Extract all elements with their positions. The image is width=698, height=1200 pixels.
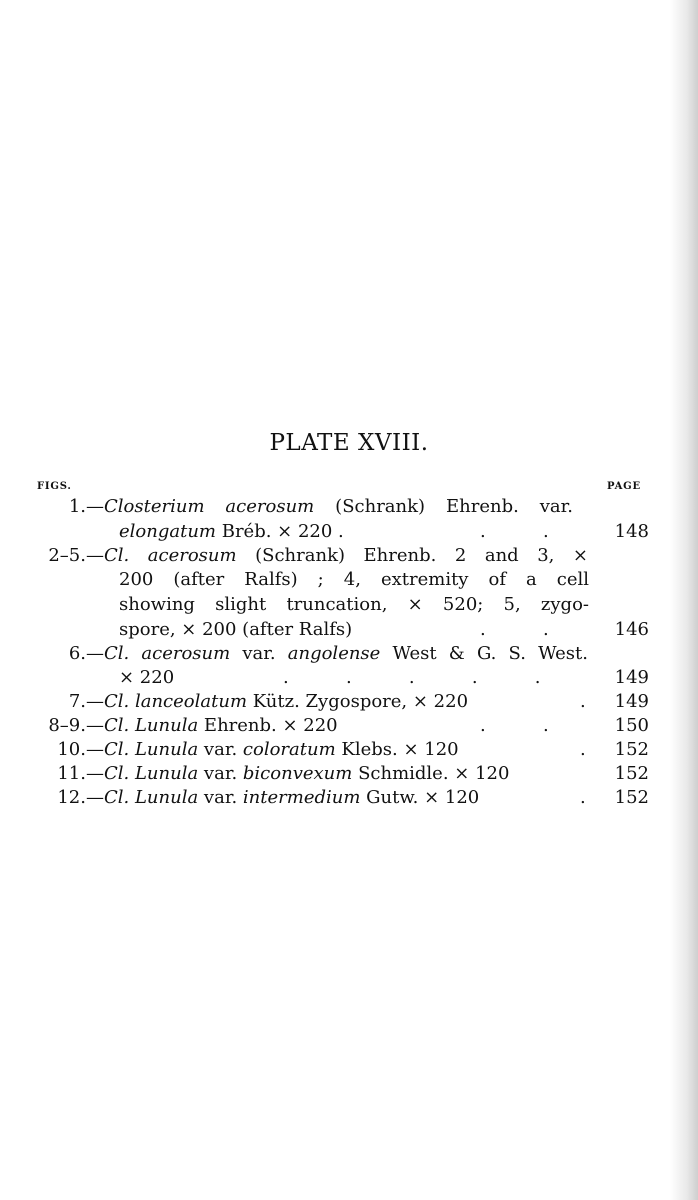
entry-5-line	[0, 714, 698, 738]
entry-1-caption	[104, 495, 573, 519]
entry-3-authority: West & G. S. West.	[380, 643, 588, 664]
entry-6-variety: coloratum	[242, 739, 336, 760]
entry-7-caption-text: Schmidle. × 120	[352, 763, 510, 784]
entry-8-page: 152	[614, 787, 649, 808]
plate-title: PLATE XVIII.	[269, 430, 429, 456]
entry-2-caption-text: (Schrank) Ehrenb. 2 and 3, ×	[236, 545, 588, 566]
entry-1-magnification: Bréb. × 220 .	[216, 521, 344, 542]
entry-2-caption-line-3: showing slight truncation, × 520; 5, zygo-	[119, 594, 589, 615]
entry-7-var: var.	[198, 763, 243, 784]
entry-1-line-1	[0, 495, 698, 519]
entry-2-line-2	[0, 568, 698, 592]
entry-7-caption	[104, 762, 509, 786]
entry-8-variety: intermedium	[242, 787, 361, 808]
entry-3-number: 6.—	[68, 643, 104, 664]
entry-1-caption-cont	[119, 520, 344, 544]
entry-5-taxon: Cl. Lunula	[104, 715, 199, 736]
entry-6-number: 10.—	[57, 739, 104, 760]
entry-8-line	[0, 786, 698, 810]
entry-3-caption	[104, 642, 588, 666]
entry-3-variety: angolense	[287, 643, 381, 664]
entry-2-page: 146	[614, 619, 649, 640]
figs-column-header: FIGS.	[37, 481, 72, 492]
entry-7-number: 11.—	[57, 763, 104, 784]
page-column-header: PAGE	[607, 481, 641, 492]
entry-3-var: var.	[230, 643, 288, 664]
entry-8-taxon: Cl. Lunula	[104, 787, 199, 808]
entry-7-line	[0, 762, 698, 786]
entry-7-page: 152	[614, 763, 649, 784]
entry-8-caption-text: Gutw. × 120	[360, 787, 480, 808]
entry-2-taxon: Cl. acerosum	[104, 545, 237, 566]
entry-3-taxon: Cl. acerosum	[104, 643, 231, 664]
entry-2-line-1	[0, 544, 698, 568]
entry-5-leader-dots: . .	[480, 715, 549, 736]
entry-1-taxon: Closterium acerosum	[104, 496, 315, 517]
entry-2-caption-line-2: 200 (after Ralfs) ; 4, extremity of a cell	[119, 569, 589, 590]
entry-4-caption	[104, 690, 468, 714]
entry-4-page: 149	[614, 691, 649, 712]
entry-5-caption-text: Ehrenb. × 220	[198, 715, 338, 736]
entry-1-number: 1.—	[68, 496, 104, 517]
entry-4-leader-dots: .	[580, 691, 586, 712]
entry-3-line-1	[0, 642, 698, 666]
entry-3-line-2	[0, 666, 698, 690]
entry-6-page: 152	[614, 739, 649, 760]
entry-1-page: 148	[614, 521, 649, 542]
entry-1-line-2	[0, 520, 698, 544]
entry-3-page: 149	[614, 667, 649, 688]
entry-4-number: 7.—	[68, 691, 104, 712]
entry-1-caption-text: (Schrank) Ehrenb. var.	[314, 496, 573, 517]
entry-7-variety: biconvexum	[242, 763, 353, 784]
entry-4-taxon: Cl. lanceolatum	[104, 691, 248, 712]
entry-6-caption-text: Klebs. × 120	[335, 739, 459, 760]
entry-1-leader-dots: . .	[480, 521, 549, 542]
entry-5-number: 8–9.—	[48, 715, 104, 736]
entry-4-line	[0, 690, 698, 714]
entry-3-magnification: × 220	[119, 667, 175, 688]
entry-6-line	[0, 738, 698, 762]
entry-8-caption	[104, 786, 479, 810]
entry-5-caption	[104, 714, 338, 738]
entry-8-number: 12.—	[57, 787, 104, 808]
entry-2-number: 2–5.—	[48, 545, 104, 566]
entry-2-line-4	[0, 618, 698, 642]
entry-2-caption-line-4: spore, × 200 (after Ralfs)	[119, 619, 353, 640]
entry-4-caption-text: Kütz. Zygospore, × 220	[247, 691, 469, 712]
entry-2-leader-dots: . .	[480, 619, 549, 640]
entry-6-var: var.	[198, 739, 243, 760]
entry-3-leader-dots: . . . . .	[283, 667, 541, 688]
entry-5-page: 150	[614, 715, 649, 736]
entry-1-variety: elongatum	[119, 521, 216, 542]
entry-8-var: var.	[198, 787, 243, 808]
entry-8-leader-dots: .	[580, 787, 586, 808]
entry-2-line-3	[0, 593, 698, 617]
entry-6-caption	[104, 738, 459, 762]
entry-7-taxon: Cl. Lunula	[104, 763, 199, 784]
entry-6-taxon: Cl. Lunula	[104, 739, 199, 760]
entry-2-caption	[104, 544, 588, 568]
entry-6-leader-dots: .	[580, 739, 586, 760]
